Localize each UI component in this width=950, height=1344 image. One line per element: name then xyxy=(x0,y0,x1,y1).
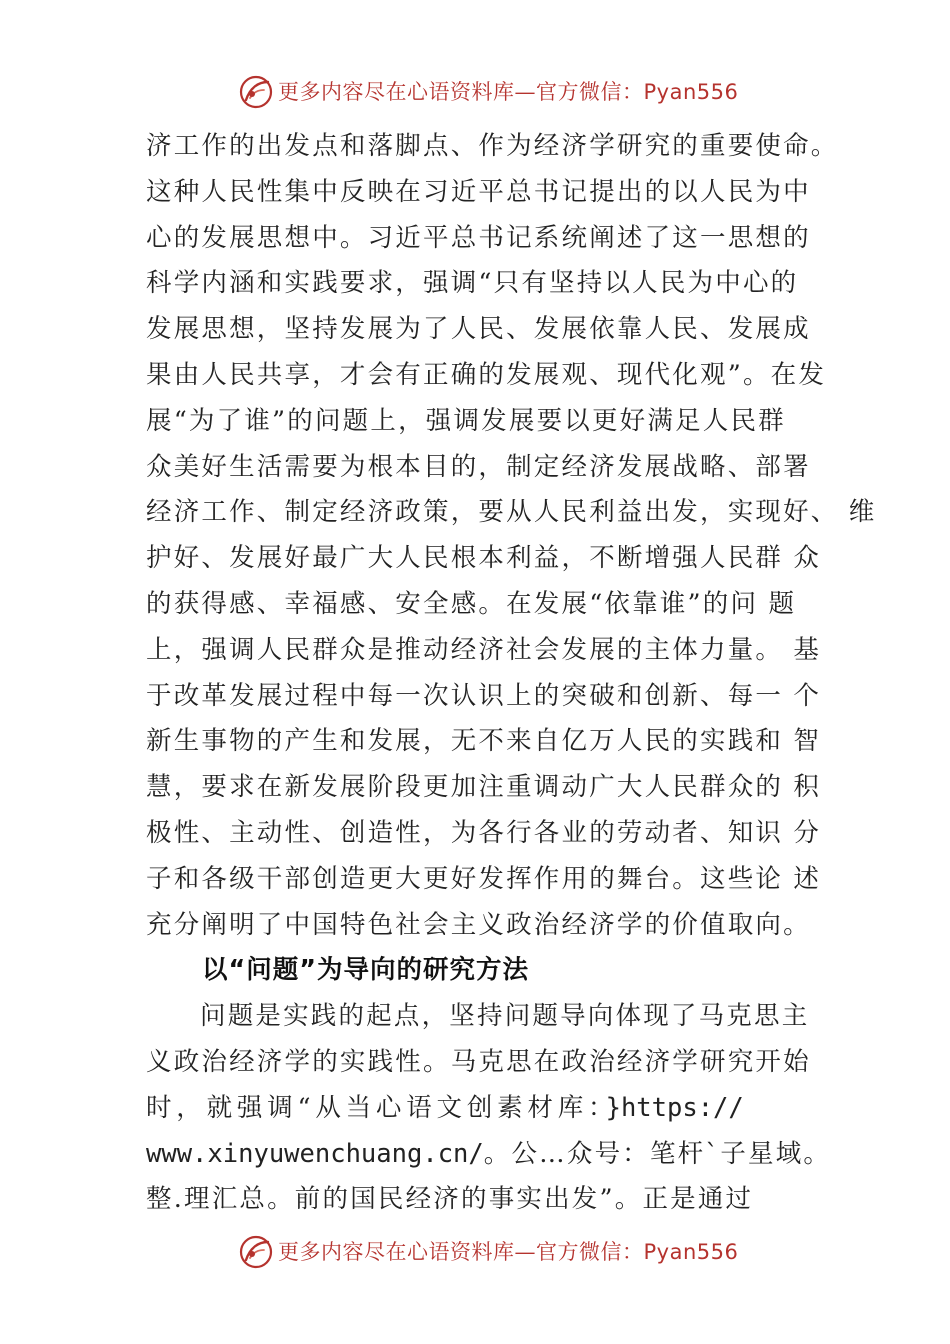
body-line: 充分阐明了中国特色社会主义政治经济学的价值取向。 xyxy=(146,909,811,940)
footer-banner-handle: Pyan556 xyxy=(643,1240,739,1264)
source-link[interactable]: www.xinyuwenchuang.cn/ xyxy=(146,1138,484,1169)
body-line: 果由人民共享，才会有正确的发展观、现代化观”。在发 xyxy=(146,359,827,390)
body-line: 极性、主动性、创造性，为各行各业的劳动者、知识 分 xyxy=(146,817,822,848)
header-banner-text xyxy=(278,78,738,106)
body-line: 展“为了谁”的问题上，强调发展要以更好满足人民群 xyxy=(146,405,786,436)
library-logo-icon xyxy=(238,1234,274,1270)
library-logo-icon xyxy=(238,74,274,110)
body-line xyxy=(146,1086,836,1132)
section-heading: 以“问题”为导向的研究方法 xyxy=(202,955,530,986)
body-line: 慧，要求在新发展阶段更加注重调动广大人民群众的 积 xyxy=(146,772,822,803)
body-line-text: 。公…众号：笔杆`子星域。 xyxy=(483,1138,832,1169)
body-line: 问题是实践的起点，坚持问题导向体现了马克思主 xyxy=(200,1001,810,1032)
footer-banner-text xyxy=(278,1238,738,1266)
body-line: 发展思想，坚持发展为了人民、发展依靠人民、发展成 xyxy=(146,314,811,345)
body-line-text: 时，就强调“从当心语文创素材库： xyxy=(146,1092,606,1123)
body-line: 义政治经济学的实践性。马克思在政治经济学研究开始 xyxy=(146,1046,811,1077)
footer-banner-slogan: 更多内容尽在心语资料库—官方微信： xyxy=(278,1240,644,1264)
body-line: 科学内涵和实践要求，强调“只有坚持以人民为中心的 xyxy=(146,268,799,299)
document-body xyxy=(146,124,877,1223)
body-line: 整.理汇总。前的国民经济的事实出发”。正是通过 xyxy=(146,1184,754,1215)
body-line: 这种人民性集中反映在习近平总书记提出的以人民为中 xyxy=(146,176,811,207)
body-line: 的获得感、幸福感、安全感。在发展“依靠谁”的问 题 xyxy=(146,588,797,619)
body-line: 众美好生活需要为根本目的，制定经济发展战略、部署 xyxy=(146,451,811,482)
footer-banner xyxy=(0,1232,950,1272)
header-banner-handle: Pyan556 xyxy=(643,80,739,104)
body-line: 上，强调人民群众是推动经济社会发展的主体力量。 基 xyxy=(146,634,822,665)
source-link-prefix[interactable]: }https:// xyxy=(605,1092,744,1123)
body-line: 于改革发展过程中每一次认识上的突破和创新、每一 个 xyxy=(146,680,822,711)
body-line: 新生事物的产生和发展，无不来自亿万人民的实践和 智 xyxy=(146,726,822,757)
body-line: 济工作的出发点和落脚点、作为经济学研究的重要使命。 xyxy=(146,131,839,161)
body-line: 子和各级干部创造更大更好发挥作用的舞台。这些论 述 xyxy=(146,863,822,894)
header-banner-slogan: 更多内容尽在心语资料库—官方微信： xyxy=(278,80,644,104)
body-line xyxy=(146,1132,836,1178)
body-line: 心的发展思想中。习近平总书记系统阐述了这一思想的 xyxy=(146,222,811,253)
body-line: 护好、发展好最广大人民根本利益，不断增强人民群 众 xyxy=(146,543,822,574)
body-line: 经济工作、制定经济政策，要从人民利益出发，实现好、 维 xyxy=(146,497,877,528)
header-banner xyxy=(0,72,950,112)
